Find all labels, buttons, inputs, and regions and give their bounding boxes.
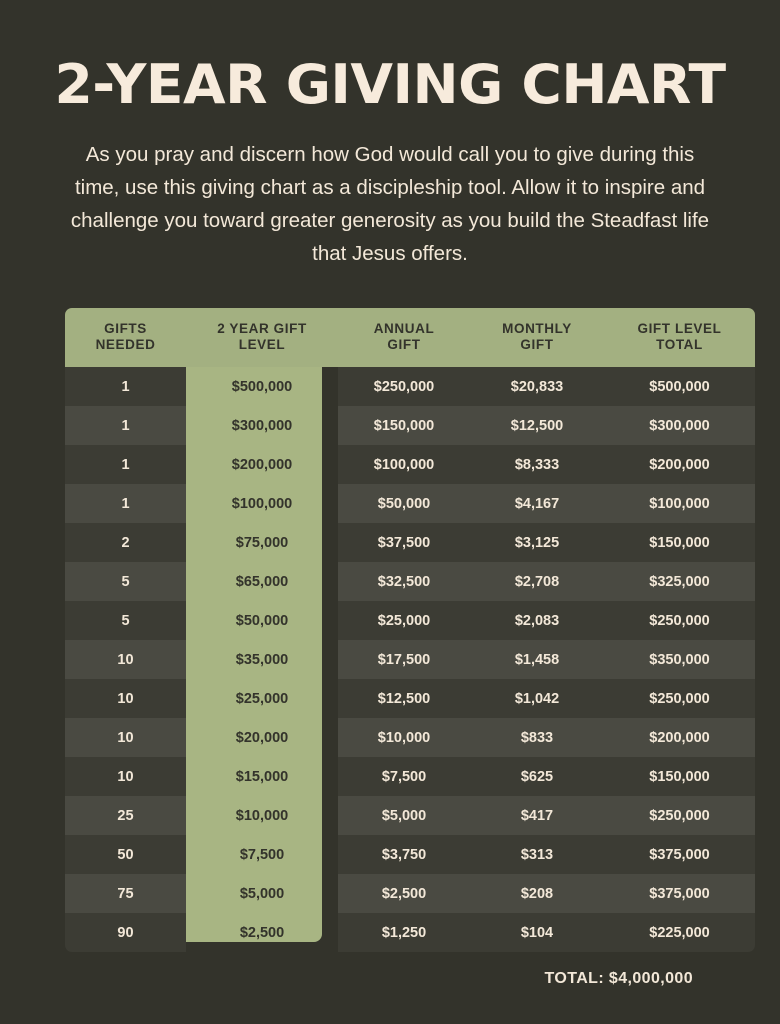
table-row [65, 640, 755, 679]
column-header-annual-gift [338, 308, 470, 367]
cell-annual-gift: $250,000 [338, 367, 470, 406]
cell-gift-level-total: $375,000 [604, 874, 755, 913]
header-line-2: GIFT [520, 337, 554, 352]
cell-gifts-needed: 10 [65, 640, 186, 679]
cell-monthly-gift: $2,083 [470, 601, 604, 640]
table-row [65, 874, 755, 913]
cell-gift-level-total: $100,000 [604, 484, 755, 523]
table-header [65, 308, 755, 367]
cell-gifts-needed: 90 [65, 913, 186, 952]
cell-gifts-needed: 5 [65, 562, 186, 601]
table-header-row [65, 308, 755, 367]
cell-gift-level-total: $200,000 [604, 445, 755, 484]
cell-annual-gift: $32,500 [338, 562, 470, 601]
cell-annual-gift: $100,000 [338, 445, 470, 484]
cell-annual-gift: $37,500 [338, 523, 470, 562]
cell-monthly-gift: $4,167 [470, 484, 604, 523]
cell-two-year-gift-level: $100,000 [231, 495, 293, 512]
cell-gift-level-total: $350,000 [604, 640, 755, 679]
cell-two-year-gift-level: $25,000 [235, 690, 289, 707]
table-row [65, 718, 755, 757]
cell-two-year-gift-level: $20,000 [235, 729, 289, 746]
cell-gift-level-total: $250,000 [604, 679, 755, 718]
cell-gifts-needed: 1 [65, 484, 186, 523]
table-row [65, 445, 755, 484]
header-line-2: NEEDED [95, 337, 156, 352]
header-line-1: GIFTS [104, 321, 147, 336]
table-row [65, 796, 755, 835]
cell-two-year-gift-level: $500,000 [231, 378, 293, 395]
cell-two-year-gift-level: $2,500 [239, 924, 285, 941]
column-header-gifts-needed [65, 308, 186, 367]
column-header-gift-level-total [604, 308, 755, 367]
table-row [65, 523, 755, 562]
cell-monthly-gift: $3,125 [470, 523, 604, 562]
cell-gifts-needed: 1 [65, 367, 186, 406]
column-header-two-year-gift-level [186, 308, 338, 367]
cell-gift-level-total: $325,000 [604, 562, 755, 601]
table-row [65, 757, 755, 796]
cell-annual-gift: $1,250 [338, 913, 470, 952]
cell-two-year-gift-level: $75,000 [235, 534, 289, 551]
table-row [65, 679, 755, 718]
cell-gifts-needed: 50 [65, 835, 186, 874]
cell-two-year-gift-level: $200,000 [231, 456, 293, 473]
table-row [65, 913, 755, 952]
cell-two-year-gift-level: $35,000 [235, 651, 289, 668]
table-row [65, 484, 755, 523]
header-line-2: LEVEL [238, 337, 286, 352]
cell-annual-gift: $2,500 [338, 874, 470, 913]
cell-two-year-gift-level: $10,000 [235, 807, 289, 824]
header-line-2: GIFT [387, 337, 421, 352]
cell-gift-level-total: $300,000 [604, 406, 755, 445]
cell-gift-level-total: $375,000 [604, 835, 755, 874]
header-line-1: 2 YEAR GIFT [217, 321, 307, 336]
cell-annual-gift: $10,000 [338, 718, 470, 757]
cell-two-year-gift-level: $15,000 [235, 768, 289, 785]
cell-monthly-gift: $1,458 [470, 640, 604, 679]
cell-gifts-needed: 10 [65, 718, 186, 757]
intro-paragraph: As you pray and discern how God would call you to give during this time, use this giving chart as a discipleship tool. Allow it to inspire and challenge you toward greater generosity as you build the Steadfast life that Jesus offers. [70, 143, 710, 265]
cell-annual-gift: $7,500 [338, 757, 470, 796]
cell-two-year-gift-level: $5,000 [239, 885, 285, 902]
cell-monthly-gift: $208 [470, 874, 604, 913]
table-row [65, 367, 755, 406]
giving-table [65, 308, 755, 952]
cell-monthly-gift: $2,708 [470, 562, 604, 601]
header-line-1: MONTHLY [502, 321, 572, 336]
column-header-monthly-gift [470, 308, 604, 367]
grand-total-label: TOTAL: $4,000,000 [544, 970, 693, 987]
cell-annual-gift: $17,500 [338, 640, 470, 679]
cell-monthly-gift: $104 [470, 913, 604, 952]
cell-gift-level-total: $250,000 [604, 601, 755, 640]
cell-gift-level-total: $225,000 [604, 913, 755, 952]
cell-annual-gift: $50,000 [338, 484, 470, 523]
cell-gifts-needed: 10 [65, 757, 186, 796]
cell-gifts-needed: 1 [65, 445, 186, 484]
table-body [65, 367, 755, 952]
header-line-2: TOTAL [656, 337, 703, 352]
page-title: 2-YEAR GIVING CHART [54, 53, 726, 116]
cell-monthly-gift: $417 [470, 796, 604, 835]
table-row [65, 562, 755, 601]
cell-two-year-gift-level: $7,500 [239, 846, 285, 863]
cell-annual-gift: $25,000 [338, 601, 470, 640]
cell-gifts-needed: 1 [65, 406, 186, 445]
cell-monthly-gift: $1,042 [470, 679, 604, 718]
table-row [65, 835, 755, 874]
giving-table-wrapper [65, 308, 722, 952]
cell-gift-level-total: $150,000 [604, 523, 755, 562]
cell-gifts-needed: 2 [65, 523, 186, 562]
cell-gift-level-total: $200,000 [604, 718, 755, 757]
cell-two-year-gift-level: $50,000 [235, 612, 289, 629]
cell-monthly-gift: $625 [470, 757, 604, 796]
cell-two-year-gift-level: $65,000 [235, 573, 289, 590]
header-line-1: ANNUAL [373, 321, 435, 336]
cell-gift-level-total: $500,000 [604, 367, 755, 406]
cell-annual-gift: $12,500 [338, 679, 470, 718]
cell-gifts-needed: 25 [65, 796, 186, 835]
cell-monthly-gift: $20,833 [470, 367, 604, 406]
header-line-1: GIFT LEVEL [637, 321, 722, 336]
cell-annual-gift: $150,000 [338, 406, 470, 445]
cell-gift-level-total: $150,000 [604, 757, 755, 796]
cell-annual-gift: $5,000 [338, 796, 470, 835]
table-row [65, 601, 755, 640]
cell-gift-level-total: $250,000 [604, 796, 755, 835]
cell-monthly-gift: $313 [470, 835, 604, 874]
cell-monthly-gift: $833 [470, 718, 604, 757]
table-row [65, 406, 755, 445]
cell-gifts-needed: 5 [65, 601, 186, 640]
cell-gifts-needed: 10 [65, 679, 186, 718]
cell-two-year-gift-level: $300,000 [231, 417, 293, 434]
cell-monthly-gift: $12,500 [470, 406, 604, 445]
cell-monthly-gift: $8,333 [470, 445, 604, 484]
cell-annual-gift: $3,750 [338, 835, 470, 874]
cell-gifts-needed: 75 [65, 874, 186, 913]
